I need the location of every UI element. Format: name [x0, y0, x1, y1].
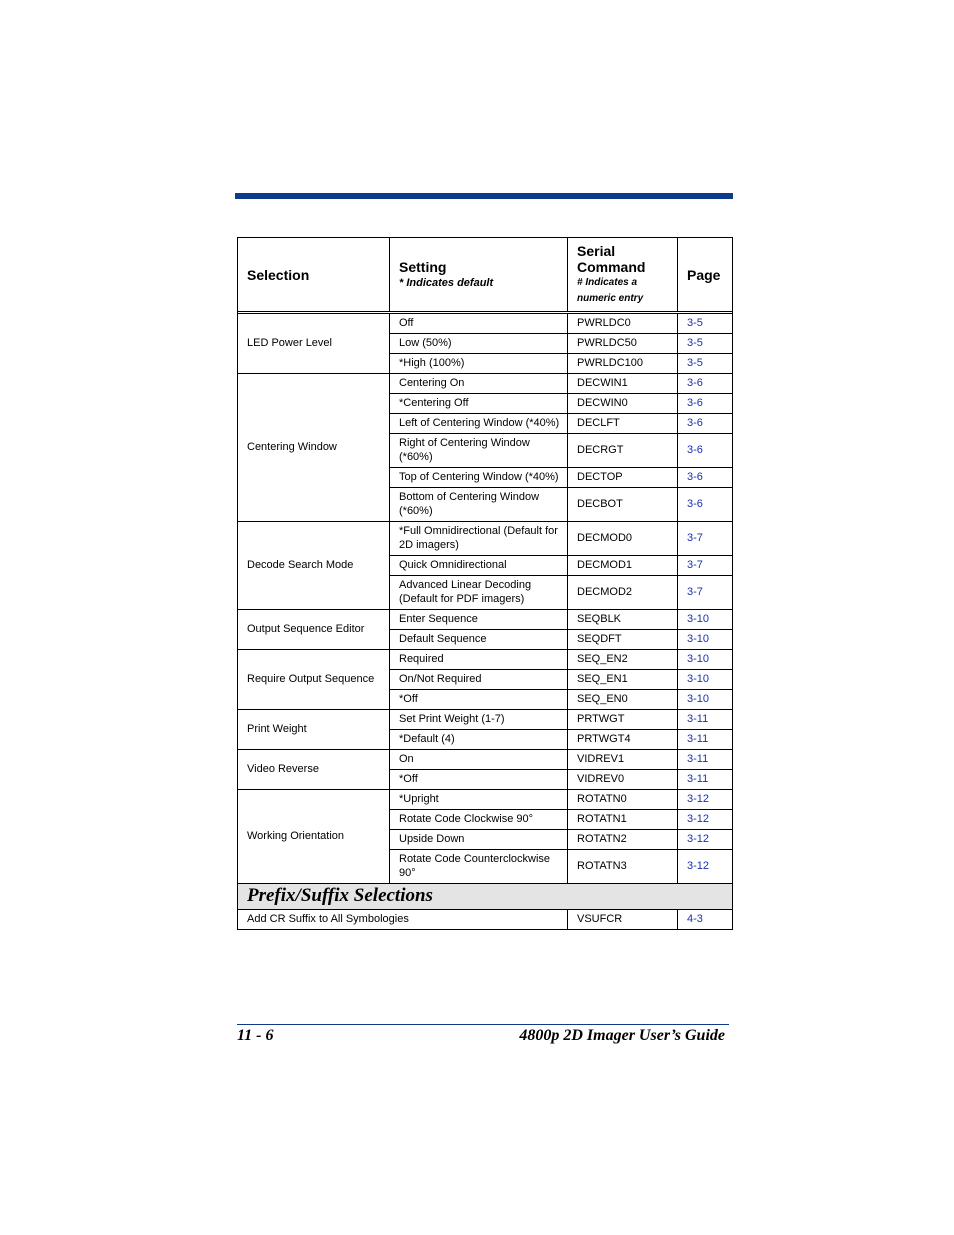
selection-cell: Add CR Suffix to All Symbologies — [238, 910, 568, 930]
table-row — [238, 522, 733, 556]
setting-cell: Upside Down — [390, 830, 568, 850]
setting-cell: Enter Sequence — [390, 610, 568, 630]
command-cell: PWRLDC100 — [568, 354, 678, 374]
header-setting — [390, 238, 568, 312]
setting-cell: *Default (4) — [390, 730, 568, 750]
page-link[interactable]: 3-7 — [678, 556, 733, 576]
page-link[interactable]: 3-11 — [678, 750, 733, 770]
table-header-row — [238, 238, 733, 312]
page-link[interactable]: 3-12 — [678, 790, 733, 810]
command-cell: VIDREV1 — [568, 750, 678, 770]
page-link[interactable]: 3-7 — [678, 522, 733, 556]
page-link[interactable]: 3-12 — [678, 810, 733, 830]
page-link[interactable]: 3-11 — [678, 730, 733, 750]
command-cell: PRTWGT — [568, 710, 678, 730]
page-link[interactable]: 3-10 — [678, 670, 733, 690]
command-cell: VIDREV0 — [568, 770, 678, 790]
table-body — [238, 312, 733, 930]
setting-cell: *Centering Off — [390, 394, 568, 414]
footer-page-number: 11 - 6 — [237, 1027, 274, 1044]
table-row — [238, 314, 733, 334]
command-cell: DECMOD0 — [568, 522, 678, 556]
header-setting-label: Setting — [399, 258, 447, 275]
selection-cell: Output Sequence Editor — [238, 610, 390, 650]
setting-cell: Rotate Code Counterclockwise 90° — [390, 850, 568, 884]
setting-cell: *High (100%) — [390, 354, 568, 374]
page-link[interactable]: 3-6 — [678, 374, 733, 394]
command-cell: SEQ_EN1 — [568, 670, 678, 690]
setting-cell: Bottom of Centering Window (*60%) — [390, 488, 568, 522]
table-row — [238, 750, 733, 770]
setting-cell: Left of Centering Window (*40%) — [390, 414, 568, 434]
setting-cell: Set Print Weight (1-7) — [390, 710, 568, 730]
page-link[interactable]: 3-12 — [678, 830, 733, 850]
selection-cell: Centering Window — [238, 374, 390, 522]
selection-cell: Working Orientation — [238, 790, 390, 884]
page-link[interactable]: 3-5 — [678, 354, 733, 374]
page-link[interactable]: 3-10 — [678, 630, 733, 650]
page-link[interactable]: 3-10 — [678, 690, 733, 710]
page-link[interactable]: 3-6 — [678, 468, 733, 488]
table-row — [238, 790, 733, 810]
page-link[interactable]: 3-11 — [678, 710, 733, 730]
table-row — [238, 910, 733, 930]
setting-cell: Centering On — [390, 374, 568, 394]
page-link[interactable]: 3-10 — [678, 610, 733, 630]
setting-cell: Advanced Linear Decoding (Default for PDF imagers) — [390, 576, 568, 610]
setting-cell: *Off — [390, 690, 568, 710]
selection-cell: Require Output Sequence — [238, 650, 390, 710]
setting-cell: Off — [390, 314, 568, 334]
setting-cell: Required — [390, 650, 568, 670]
header-selection: Selection — [238, 238, 390, 312]
page-link[interactable]: 3-10 — [678, 650, 733, 670]
table-row — [238, 650, 733, 670]
page-link[interactable]: 3-6 — [678, 414, 733, 434]
command-cell: DECRGT — [568, 434, 678, 468]
setting-cell: On — [390, 750, 568, 770]
command-cell: DECWIN1 — [568, 374, 678, 394]
table-row — [238, 710, 733, 730]
page-link[interactable]: 3-7 — [678, 576, 733, 610]
selection-cell: Print Weight — [238, 710, 390, 750]
page-link[interactable]: 3-6 — [678, 394, 733, 414]
page-link[interactable]: 3-5 — [678, 334, 733, 354]
setting-cell: Right of Centering Window (*60%) — [390, 434, 568, 468]
page-link[interactable]: 3-6 — [678, 434, 733, 468]
command-cell: DECBOT — [568, 488, 678, 522]
setting-cell: On/Not Required — [390, 670, 568, 690]
selection-cell: Video Reverse — [238, 750, 390, 790]
command-table — [237, 237, 733, 930]
command-cell: ROTATN2 — [568, 830, 678, 850]
setting-cell: Low (50%) — [390, 334, 568, 354]
footer-guide-title: 4800p 2D Imager User’s Guide — [519, 1027, 725, 1044]
command-cell: SEQ_EN2 — [568, 650, 678, 670]
page-link[interactable]: 3-11 — [678, 770, 733, 790]
selection-cell: Decode Search Mode — [238, 522, 390, 610]
setting-cell: *Off — [390, 770, 568, 790]
header-page: Page — [678, 238, 733, 312]
section-heading-row — [238, 884, 733, 910]
command-cell: DECMOD1 — [568, 556, 678, 576]
command-cell: VSUFCR — [568, 910, 678, 930]
command-cell: DECTOP — [568, 468, 678, 488]
header-serial-label: Serial Command — [577, 242, 646, 275]
footer-rule — [237, 1024, 729, 1025]
setting-cell: Top of Centering Window (*40%) — [390, 468, 568, 488]
section-title: Prefix/Suffix Selections — [238, 884, 733, 910]
setting-cell: Default Sequence — [390, 630, 568, 650]
header-rule — [235, 193, 733, 199]
setting-cell: Rotate Code Clockwise 90° — [390, 810, 568, 830]
header-setting-note: * Indicates default — [399, 276, 494, 289]
selection-cell: LED Power Level — [238, 314, 390, 374]
page-link[interactable]: 3-5 — [678, 314, 733, 334]
command-cell: ROTATN3 — [568, 850, 678, 884]
table-row — [238, 374, 733, 394]
header-serial-command — [568, 238, 678, 312]
command-cell: ROTATN0 — [568, 790, 678, 810]
page-link[interactable]: 3-12 — [678, 850, 733, 884]
setting-cell: *Upright — [390, 790, 568, 810]
command-cell: PWRLDC50 — [568, 334, 678, 354]
command-cell: ROTATN1 — [568, 810, 678, 830]
setting-cell: Quick Omnidirectional — [390, 556, 568, 576]
command-cell: DECWIN0 — [568, 394, 678, 414]
setting-cell: *Full Omnidirectional (Default for 2D imagers) — [390, 522, 568, 556]
table-row — [238, 610, 733, 630]
command-cell: DECLFT — [568, 414, 678, 434]
page-link[interactable]: 4-3 — [678, 910, 733, 930]
page-link[interactable]: 3-6 — [678, 488, 733, 522]
command-cell: SEQ_EN0 — [568, 690, 678, 710]
command-cell: PRTWGT4 — [568, 730, 678, 750]
command-cell: SEQBLK — [568, 610, 678, 630]
command-cell: DECMOD2 — [568, 576, 678, 610]
header-serial-note: # Indicates a numeric entry — [577, 276, 644, 304]
command-cell: SEQDFT — [568, 630, 678, 650]
command-cell: PWRLDC0 — [568, 314, 678, 334]
